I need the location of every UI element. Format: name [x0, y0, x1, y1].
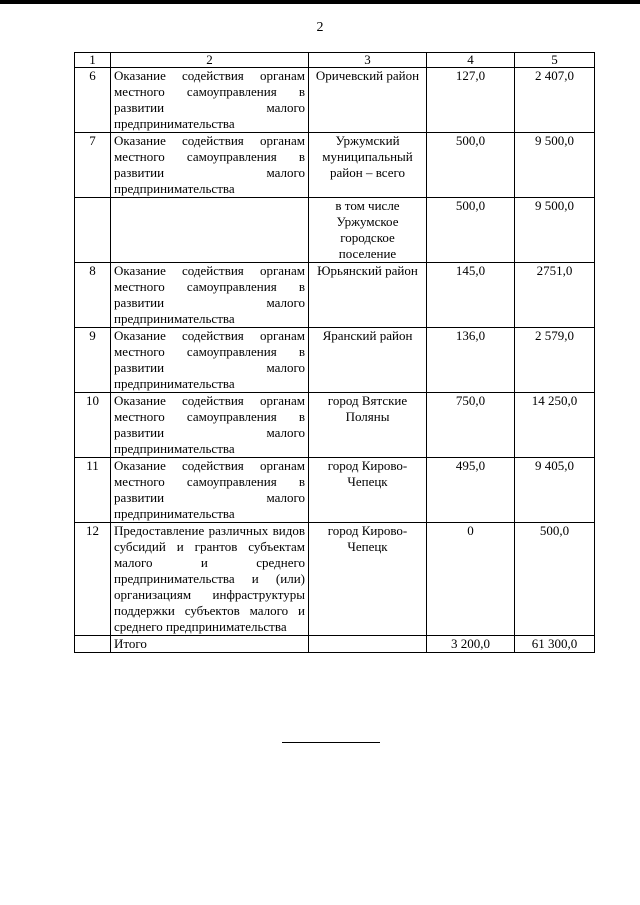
header-col-3: 3 — [309, 53, 427, 68]
row-value-col4: 495,0 — [427, 458, 515, 523]
table-row — [75, 393, 595, 458]
total-row — [75, 636, 595, 653]
row-description: Оказание содействия органам местного самоуправления в развитии малого предпринимательства — [111, 458, 309, 523]
row-description: Оказание содействия органам местного самоуправления в развитии малого предпринимательства — [111, 133, 309, 198]
row-number: 6 — [75, 68, 111, 133]
row-municipality: Юрьянский район — [309, 263, 427, 328]
row-description — [111, 198, 309, 263]
row-value-col5: 2 407,0 — [515, 68, 595, 133]
row-number: 11 — [75, 458, 111, 523]
row-municipality: город Кирово-Чепецк — [309, 458, 427, 523]
row-number: 9 — [75, 328, 111, 393]
row-description: Предоставление различных видов субсидий и грантов субъектам малого и среднего предпринимательства и (или) организациям инфраструктуры поддержки субъектов малого и среднего предпринимательства — [111, 523, 309, 636]
row-value-col4: 145,0 — [427, 263, 515, 328]
row-municipality: город Кирово-Чепецк — [309, 523, 427, 636]
top-border-line — [0, 0, 640, 4]
row-municipality: в том числе Уржумское городское поселение — [309, 198, 427, 263]
table-row — [75, 68, 595, 133]
row-value-col5: 9 405,0 — [515, 458, 595, 523]
row-description: Оказание содействия органам местного самоуправления в развитии малого предпринимательства — [111, 263, 309, 328]
row-value-col4: 136,0 — [427, 328, 515, 393]
row-value-col4: 0 — [427, 523, 515, 636]
table-row — [75, 523, 595, 636]
row-value-col4: 750,0 — [427, 393, 515, 458]
row-value-col4: 500,0 — [427, 133, 515, 198]
row-number: 12 — [75, 523, 111, 636]
header-col-5: 5 — [515, 53, 595, 68]
row-municipality: город Вятские Поляны — [309, 393, 427, 458]
row-value-col5: 500,0 — [515, 523, 595, 636]
row-municipality: Яранский район — [309, 328, 427, 393]
row-municipality: Оричевский район — [309, 68, 427, 133]
total-empty-cell — [75, 636, 111, 653]
row-value-col5: 2 579,0 — [515, 328, 595, 393]
end-of-document-line — [282, 742, 380, 743]
row-number: 10 — [75, 393, 111, 458]
funding-table — [74, 52, 595, 653]
page-number: 2 — [316, 20, 324, 35]
row-number: 7 — [75, 133, 111, 198]
row-number: 8 — [75, 263, 111, 328]
row-description: Оказание содействия органам местного самоуправления в развитии малого предпринимательства — [111, 328, 309, 393]
total-value-col4: 3 200,0 — [427, 636, 515, 653]
total-value-col5: 61 300,0 — [515, 636, 595, 653]
header-col-1: 1 — [75, 53, 111, 68]
table-row — [75, 263, 595, 328]
header-row — [75, 53, 595, 68]
row-municipality: Уржумский муниципальный район – всего — [309, 133, 427, 198]
row-value-col5: 2751,0 — [515, 263, 595, 328]
table-row — [75, 133, 595, 198]
table-row — [75, 458, 595, 523]
total-empty-cell — [309, 636, 427, 653]
table-row — [75, 198, 595, 263]
row-number — [75, 198, 111, 263]
row-value-col4: 500,0 — [427, 198, 515, 263]
header-col-2: 2 — [111, 53, 309, 68]
table-row — [75, 328, 595, 393]
row-value-col5: 14 250,0 — [515, 393, 595, 458]
row-description: Оказание содействия органам местного самоуправления в развитии малого предпринимательства — [111, 393, 309, 458]
total-label: Итого — [111, 636, 309, 653]
row-description: Оказание содействия органам местного самоуправления в развитии малого предпринимательства — [111, 68, 309, 133]
header-col-4: 4 — [427, 53, 515, 68]
row-value-col5: 9 500,0 — [515, 133, 595, 198]
row-value-col5: 9 500,0 — [515, 198, 595, 263]
row-value-col4: 127,0 — [427, 68, 515, 133]
